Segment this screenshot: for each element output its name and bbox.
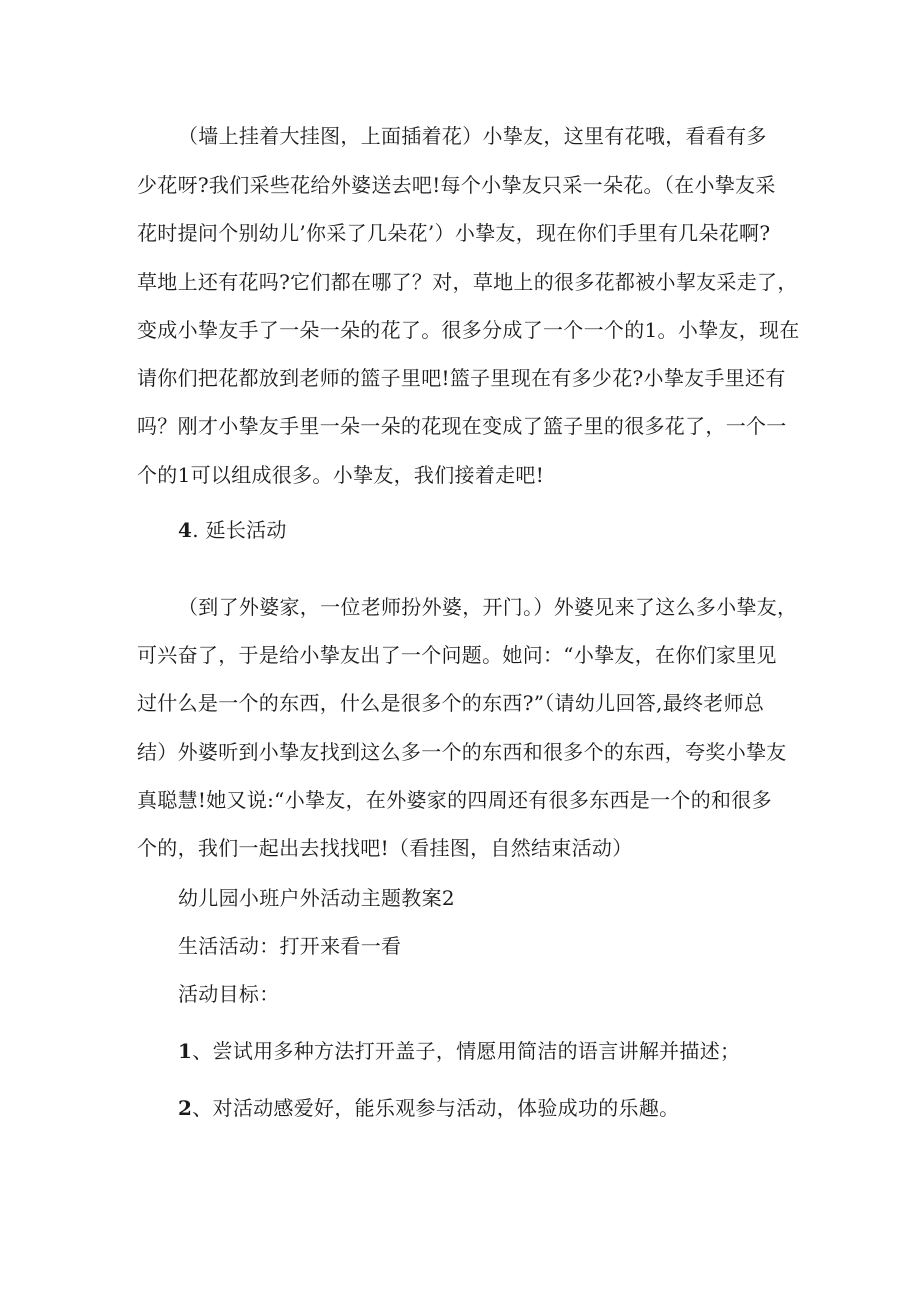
paragraph-2-line-5: 真聪慧!她又说:“小挚友，在外婆家的四周还有很多东西是一个的和很多 (137, 788, 772, 812)
paragraph-2-line-1: （到了外婆家，一位老师扮外婆，开门。）外婆见来了这么多小挚友， (178, 595, 798, 619)
paragraph-1-line-7: 吗？刚才小挚友手里一朵一朵的花现在变成了篮子里的很多花了，一个一 (137, 414, 787, 438)
goal-text: 、对活动感爱好，能乐观参与活动，体验成功的乐趣。 (192, 1096, 680, 1120)
goals-heading: 活动目标： (178, 982, 280, 1006)
goal-number: 1 (178, 1039, 193, 1063)
paragraph-1-line-1: （墙上挂着大挂图，上面插着花）小挚友，这里有花哦，看看有多 (178, 124, 767, 148)
paragraph-2-line-6: 个的，我们一起出去找找吧!（看挂图，自然结束活动） (137, 836, 633, 860)
activity-name: 生活活动：打开来看一看 (178, 934, 402, 958)
paragraph-1-line-8: 个的1可以组成很多。小挚友，我们接着走吧! (137, 463, 545, 487)
paragraph-2-line-4: 结）外婆听到小挚友找到这么多一个的东西和很多个的东西，夸奖小挚友 (137, 740, 787, 764)
paragraph-1-line-6: 请你们把花都放到老师的篮子里吧!篮子里现在有多少花?小挚友手里还有 (137, 366, 786, 390)
section-heading (178, 516, 287, 544)
paragraph-1-line-5: 变成小挚友手了一朵一朵的花了。很多分成了一个一个的1。小挚友，现在 (137, 318, 800, 342)
section-number: 4 (178, 518, 193, 542)
section-title: . 延长活动 (192, 518, 287, 542)
paragraph-2-line-3: 过什么是一个的东西，什么是很多个的东西?”（请幼儿回答,最终老师总 (137, 691, 765, 715)
paragraph-1-line-3: 花时提问个别幼儿’你采了几朵花’）小挚友，现在你们手里有几朵花啊? (137, 221, 771, 245)
goal-text: 、尝试用多种方法打开盖子，情愿用简洁的语言讲解并描述； (192, 1039, 741, 1063)
paragraph-1-line-4: 草地上还有花吗?它们都在哪了？对，草地上的很多花都被小挈友采走了， (137, 270, 798, 294)
goal-item (178, 1037, 740, 1065)
goal-item (178, 1094, 679, 1122)
paragraph-1-line-2: 少花呀?我们采些花给外婆送去吧!每个小挚友只采一朵花。（在小挚友采 (137, 173, 776, 197)
paragraph-2-line-2: 可兴奋了，于是给小挚友出了一个问题。她问：“小挚友，在你们家里见 (137, 643, 777, 667)
goal-number: 2 (178, 1096, 193, 1120)
lesson-title: 幼儿园小班户外活动主题教案2 (178, 886, 455, 910)
